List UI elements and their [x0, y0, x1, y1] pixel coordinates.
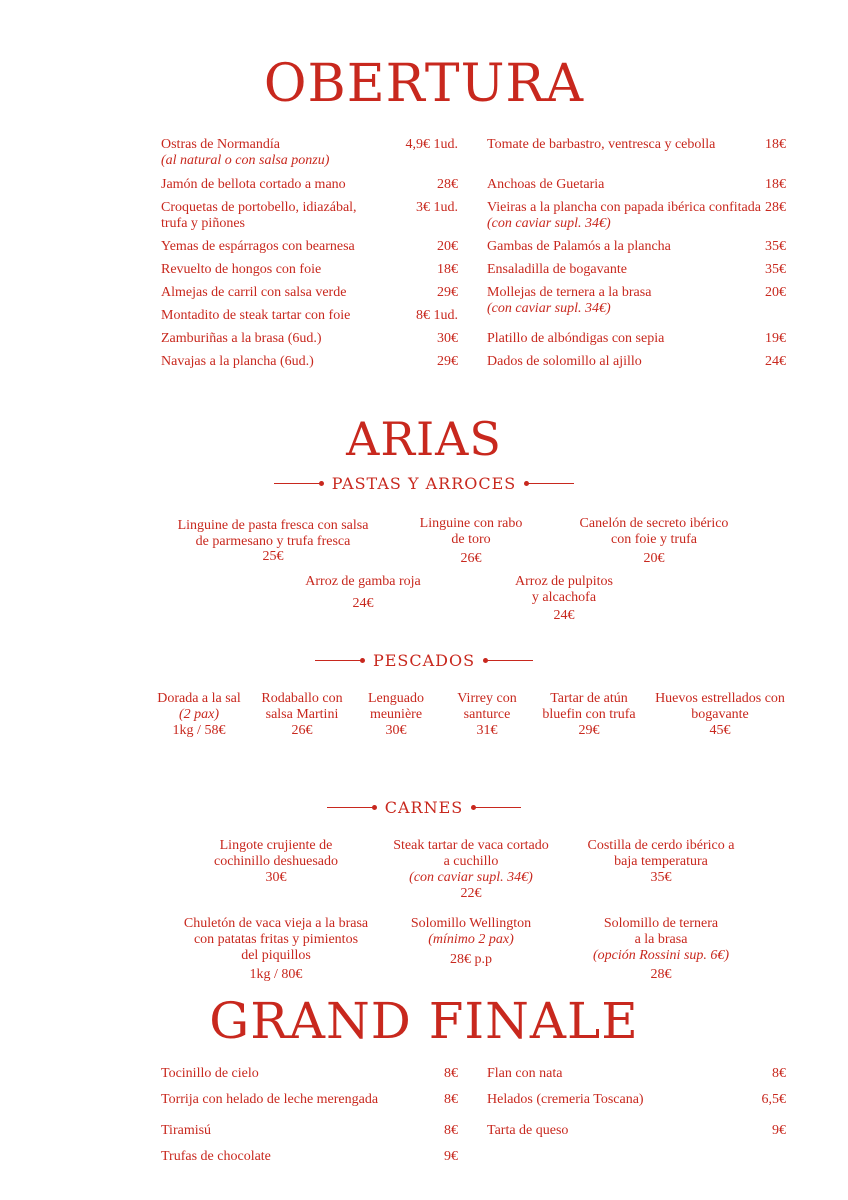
dish-item: Lingote crujiente de cochinillo deshuesado 30€ [213, 838, 339, 885]
menu-item: Ensaladilla de bogavante [487, 262, 627, 277]
dish-item: Arroz de pulpitos y alcachofa 24€ [515, 574, 613, 623]
menu-price: 28€ [437, 177, 458, 192]
dish-item: Canelón de secreto ibérico con foie y trufa 20€ [579, 516, 729, 566]
menu-item: Tiramisú [161, 1123, 212, 1138]
menu-item: Yemas de espárragos con bearnesa [161, 239, 355, 254]
menu-price: 35€ [765, 239, 786, 254]
menu-price: 24€ [765, 354, 786, 369]
menu-item: Navajas a la plancha (6ud.) [161, 354, 314, 369]
menu-price: 8€ [444, 1092, 458, 1107]
menu-item: Trufas de chocolate [161, 1149, 271, 1164]
menu-price: 3€ 1ud. [416, 200, 458, 215]
dish-item: Costilla de cerdo ibérico a baja temperatura 35€ [587, 838, 735, 885]
obertura-title: OBERTURA [263, 54, 585, 114]
divider-line [526, 483, 574, 484]
menu-price: 8€ [444, 1123, 458, 1138]
menu-item: Torrija con helado de leche merengada [161, 1092, 379, 1107]
dish-item: Linguine de pasta fresca con salsa de parmesano y trufa fresca 25€ [177, 518, 369, 564]
menu-item: Mollejas de ternera a la brasa (con caviar supl. 34€) [487, 285, 652, 316]
dish-item: Linguine con rabo de toro 26€ [419, 516, 523, 566]
menu-price: 18€ [437, 262, 458, 277]
dish-item: Steak tartar de vaca cortado a cuchillo (con caviar supl. 34€) 22€ [393, 838, 549, 901]
menu-item: Tomate de barbastro, ventresca y cebolla [487, 137, 716, 152]
arias-title: ARIAS [346, 412, 502, 466]
grand-finale-title: GRAND FINALE [209, 992, 639, 1050]
menu-item: Anchoas de Guetaria [487, 177, 605, 192]
menu-item: Revuelto de hongos con foie [161, 262, 322, 277]
dish-item: Dorada a la sal (2 pax) 1kg / 58€ [157, 691, 241, 738]
menu-price: 18€ [765, 177, 786, 192]
menu-item: Jamón de bellota cortado a mano [161, 177, 346, 192]
menu-price: 29€ [437, 285, 458, 300]
dish-item: Lenguado meunière 30€ [368, 691, 424, 738]
menu-price: 9€ [772, 1123, 786, 1138]
menu-item: Gambas de Palamós a la plancha [487, 239, 671, 254]
menu-item: Croquetas de portobello, idiazábal, trufa y piñones [161, 200, 357, 231]
dish-item: Arroz de gamba roja 24€ [305, 574, 421, 611]
pastas-title: PASTAS Y ARROCES [331, 474, 517, 493]
menu-price: 20€ [765, 285, 786, 300]
divider-line [327, 807, 375, 808]
menu-price: 6,5€ [761, 1092, 786, 1107]
divider-line [473, 807, 521, 808]
menu-item: Almejas de carril con salsa verde [161, 285, 347, 300]
pescados-heading [0, 651, 848, 670]
divider-line [274, 483, 322, 484]
menu-item: Tarta de queso [487, 1123, 569, 1138]
menu-price: 8€ [772, 1066, 786, 1081]
menu-item: Dados de solomillo al ajillo [487, 354, 642, 369]
menu-price: 8€ 1ud. [416, 308, 458, 323]
menu-item: Ostras de Normandía (al natural o con salsa ponzu) [161, 137, 330, 168]
menu-price: 19€ [765, 331, 786, 346]
dish-item: Chuletón de vaca vieja a la brasa con patatas fritas y pimientos del piquillos 1kg / 80€ [183, 916, 369, 982]
menu-item: Zamburiñas a la brasa (6ud.) [161, 331, 322, 346]
menu-price: 28€ [765, 200, 786, 215]
dish-item: Solomillo de ternera a la brasa (opción Rossini sup. 6€) 28€ [592, 916, 730, 982]
menu-item: Tocinillo de cielo [161, 1066, 259, 1081]
dish-item: Virrey con santurce 31€ [457, 691, 517, 738]
dish-item: Huevos estrellados con bogavante 45€ [655, 691, 785, 738]
pastas-heading [0, 474, 848, 493]
menu-item: Platillo de albóndigas con sepia [487, 331, 665, 346]
dish-item: Solomillo Wellington (mínimo 2 pax) 28€ p.p [410, 916, 532, 967]
menu-price: 35€ [765, 262, 786, 277]
menu-item: Vieiras a la plancha con papada ibérica confitada (con caviar supl. 34€) [487, 200, 761, 231]
divider-line [315, 660, 363, 661]
menu-price: 29€ [437, 354, 458, 369]
menu-price: 9€ [444, 1149, 458, 1164]
menu-price: 20€ [437, 239, 458, 254]
menu-price: 18€ [765, 137, 786, 152]
dish-item: Tartar de atún bluefin con trufa 29€ [542, 691, 636, 738]
divider-line [485, 660, 533, 661]
carnes-title: CARNES [384, 798, 464, 817]
dish-item: Rodaballo con salsa Martini 26€ [261, 691, 343, 738]
menu-item: Helados (cremeria Toscana) [487, 1092, 644, 1107]
carnes-heading [0, 798, 848, 817]
menu-item: Montadito de steak tartar con foie [161, 308, 351, 323]
menu-item: Flan con nata [487, 1066, 563, 1081]
menu-price: 30€ [437, 331, 458, 346]
pescados-title: PESCADOS [372, 651, 476, 670]
menu-price: 8€ [444, 1066, 458, 1081]
menu-price: 4,9€ 1ud. [405, 137, 458, 152]
